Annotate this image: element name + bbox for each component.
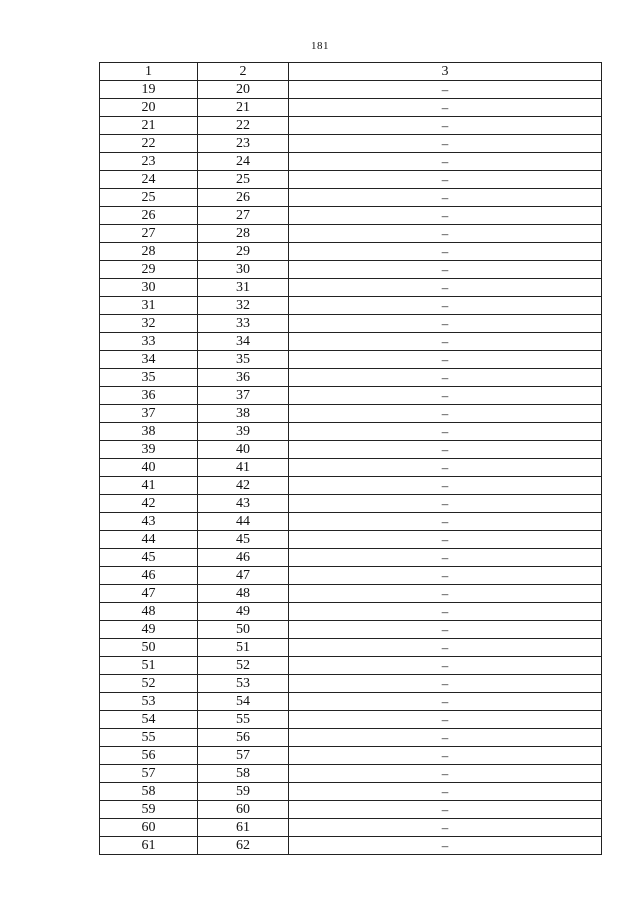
table-cell-col-2: 30 [198,261,289,279]
table-cell-col-1: 24 [100,171,198,189]
table-cell-col-2: 56 [198,729,289,747]
table-row [100,549,602,567]
table-row [100,243,602,261]
table-cell-col-3: – [289,513,602,531]
table-cell-col-2: 31 [198,279,289,297]
table-cell-col-2: 39 [198,423,289,441]
column-header-2: 2 [198,63,289,81]
table-cell-col-1: 55 [100,729,198,747]
table-cell-col-3: – [289,693,602,711]
table-cell-col-2: 35 [198,351,289,369]
table-cell-col-3: – [289,387,602,405]
table-cell-col-2: 23 [198,135,289,153]
table-cell-col-3: – [289,621,602,639]
table-cell-col-1: 49 [100,621,198,639]
table-cell-col-2: 42 [198,477,289,495]
table-cell-col-2: 53 [198,675,289,693]
table-cell-col-2: 28 [198,225,289,243]
table-row [100,81,602,99]
table-cell-col-3: – [289,243,602,261]
table-cell-col-2: 58 [198,765,289,783]
table-row [100,261,602,279]
table-cell-col-3: – [289,801,602,819]
table-row [100,171,602,189]
table-row [100,351,602,369]
table-cell-col-1: 54 [100,711,198,729]
table-row [100,495,602,513]
table-cell-col-3: – [289,297,602,315]
table-cell-col-3: – [289,459,602,477]
table-row [100,783,602,801]
table-cell-col-3: – [289,567,602,585]
page-number: 181 [311,40,329,52]
table-cell-col-3: – [289,819,602,837]
table-cell-col-1: 47 [100,585,198,603]
table-cell-col-3: – [289,531,602,549]
table-row [100,333,602,351]
table-cell-col-2: 59 [198,783,289,801]
table-cell-col-2: 48 [198,585,289,603]
table-cell-col-2: 26 [198,189,289,207]
table-cell-col-2: 57 [198,747,289,765]
table-row [100,765,602,783]
table-cell-col-3: – [289,117,602,135]
table-row [100,315,602,333]
table-cell-col-2: 54 [198,693,289,711]
table-cell-col-1: 37 [100,405,198,423]
table-cell-col-3: – [289,315,602,333]
table-cell-col-3: – [289,603,602,621]
table-cell-col-1: 48 [100,603,198,621]
table-row [100,405,602,423]
table-cell-col-2: 29 [198,243,289,261]
table-cell-col-2: 33 [198,315,289,333]
table-cell-col-1: 20 [100,99,198,117]
table-cell-col-2: 51 [198,639,289,657]
table-cell-col-3: – [289,333,602,351]
table-cell-col-3: – [289,207,602,225]
table-cell-col-1: 42 [100,495,198,513]
table-cell-col-1: 38 [100,423,198,441]
table-row [100,189,602,207]
table-row [100,567,602,585]
table-cell-col-3: – [289,495,602,513]
table-cell-col-1: 51 [100,657,198,675]
table-cell-col-1: 26 [100,207,198,225]
table-row [100,387,602,405]
table-cell-col-1: 46 [100,567,198,585]
table-row [100,513,602,531]
table-cell-col-1: 29 [100,261,198,279]
table-cell-col-1: 40 [100,459,198,477]
table-row [100,153,602,171]
table-cell-col-2: 60 [198,801,289,819]
table-cell-col-3: – [289,729,602,747]
table-row [100,747,602,765]
table-cell-col-1: 45 [100,549,198,567]
data-table [99,62,602,855]
table-cell-col-1: 33 [100,333,198,351]
table-cell-col-3: – [289,81,602,99]
table-row [100,639,602,657]
table-cell-col-1: 21 [100,117,198,135]
table-cell-col-1: 36 [100,387,198,405]
table-cell-col-3: – [289,189,602,207]
table-cell-col-2: 34 [198,333,289,351]
table-cell-col-3: – [289,657,602,675]
table-row [100,585,602,603]
table-row [100,819,602,837]
table-cell-col-2: 41 [198,459,289,477]
table-row [100,135,602,153]
table-row [100,207,602,225]
table-cell-col-2: 62 [198,837,289,855]
table-row [100,621,602,639]
table-cell-col-1: 41 [100,477,198,495]
table-row [100,459,602,477]
table-cell-col-2: 46 [198,549,289,567]
table-cell-col-2: 47 [198,567,289,585]
table-row [100,225,602,243]
table-cell-col-3: – [289,747,602,765]
table-cell-col-2: 27 [198,207,289,225]
table-cell-col-2: 32 [198,297,289,315]
table-cell-col-2: 20 [198,81,289,99]
table-cell-col-3: – [289,261,602,279]
table-cell-col-1: 32 [100,315,198,333]
table-row [100,801,602,819]
table-cell-col-3: – [289,423,602,441]
table-cell-col-2: 43 [198,495,289,513]
table-row [100,279,602,297]
table-cell-col-1: 60 [100,819,198,837]
table-cell-col-1: 43 [100,513,198,531]
table-cell-col-3: – [289,783,602,801]
table-cell-col-1: 44 [100,531,198,549]
table-row [100,729,602,747]
table-row [100,477,602,495]
table-cell-col-1: 27 [100,225,198,243]
table-cell-col-1: 58 [100,783,198,801]
table-cell-col-1: 22 [100,135,198,153]
table-cell-col-1: 23 [100,153,198,171]
table-cell-col-3: – [289,549,602,567]
table-cell-col-3: – [289,441,602,459]
table-row [100,441,602,459]
table-row [100,531,602,549]
table-cell-col-3: – [289,225,602,243]
table-row [100,837,602,855]
table-cell-col-1: 61 [100,837,198,855]
table-cell-col-2: 45 [198,531,289,549]
table-cell-col-2: 50 [198,621,289,639]
table-cell-col-3: – [289,477,602,495]
table-cell-col-3: – [289,765,602,783]
table-cell-col-2: 38 [198,405,289,423]
table-cell-col-3: – [289,171,602,189]
table-cell-col-1: 39 [100,441,198,459]
table-body [100,81,602,855]
table-cell-col-3: – [289,99,602,117]
table-cell-col-3: – [289,711,602,729]
table-cell-col-1: 19 [100,81,198,99]
table-cell-col-1: 28 [100,243,198,261]
table-cell-col-3: – [289,279,602,297]
table-cell-col-1: 31 [100,297,198,315]
table-cell-col-1: 35 [100,369,198,387]
table-cell-col-2: 55 [198,711,289,729]
table-cell-col-3: – [289,153,602,171]
table-cell-col-1: 57 [100,765,198,783]
table-cell-col-2: 49 [198,603,289,621]
table-cell-col-2: 36 [198,369,289,387]
table-cell-col-2: 24 [198,153,289,171]
column-header-3: 3 [289,63,602,81]
table-cell-col-2: 44 [198,513,289,531]
table-cell-col-2: 37 [198,387,289,405]
table-cell-col-1: 25 [100,189,198,207]
table-row [100,297,602,315]
table-cell-col-2: 25 [198,171,289,189]
column-header-1: 1 [100,63,198,81]
table-row [100,369,602,387]
table-cell-col-2: 22 [198,117,289,135]
table-cell-col-3: – [289,585,602,603]
table-row [100,657,602,675]
table-cell-col-3: – [289,351,602,369]
table-row [100,675,602,693]
table-cell-col-1: 56 [100,747,198,765]
table-cell-col-1: 53 [100,693,198,711]
table-header-row [100,63,602,81]
table-row [100,117,602,135]
table-row [100,99,602,117]
table-cell-col-3: – [289,675,602,693]
table-cell-col-2: 61 [198,819,289,837]
table-row [100,693,602,711]
table-row [100,711,602,729]
table-cell-col-2: 40 [198,441,289,459]
table-row [100,423,602,441]
table-cell-col-2: 52 [198,657,289,675]
table-cell-col-1: 50 [100,639,198,657]
table-cell-col-1: 59 [100,801,198,819]
table-cell-col-1: 52 [100,675,198,693]
table-cell-col-1: 30 [100,279,198,297]
table-cell-col-3: – [289,837,602,855]
table-cell-col-3: – [289,135,602,153]
table-row [100,603,602,621]
table-cell-col-3: – [289,405,602,423]
table-cell-col-2: 21 [198,99,289,117]
table-cell-col-3: – [289,369,602,387]
table-cell-col-1: 34 [100,351,198,369]
table-cell-col-3: – [289,639,602,657]
